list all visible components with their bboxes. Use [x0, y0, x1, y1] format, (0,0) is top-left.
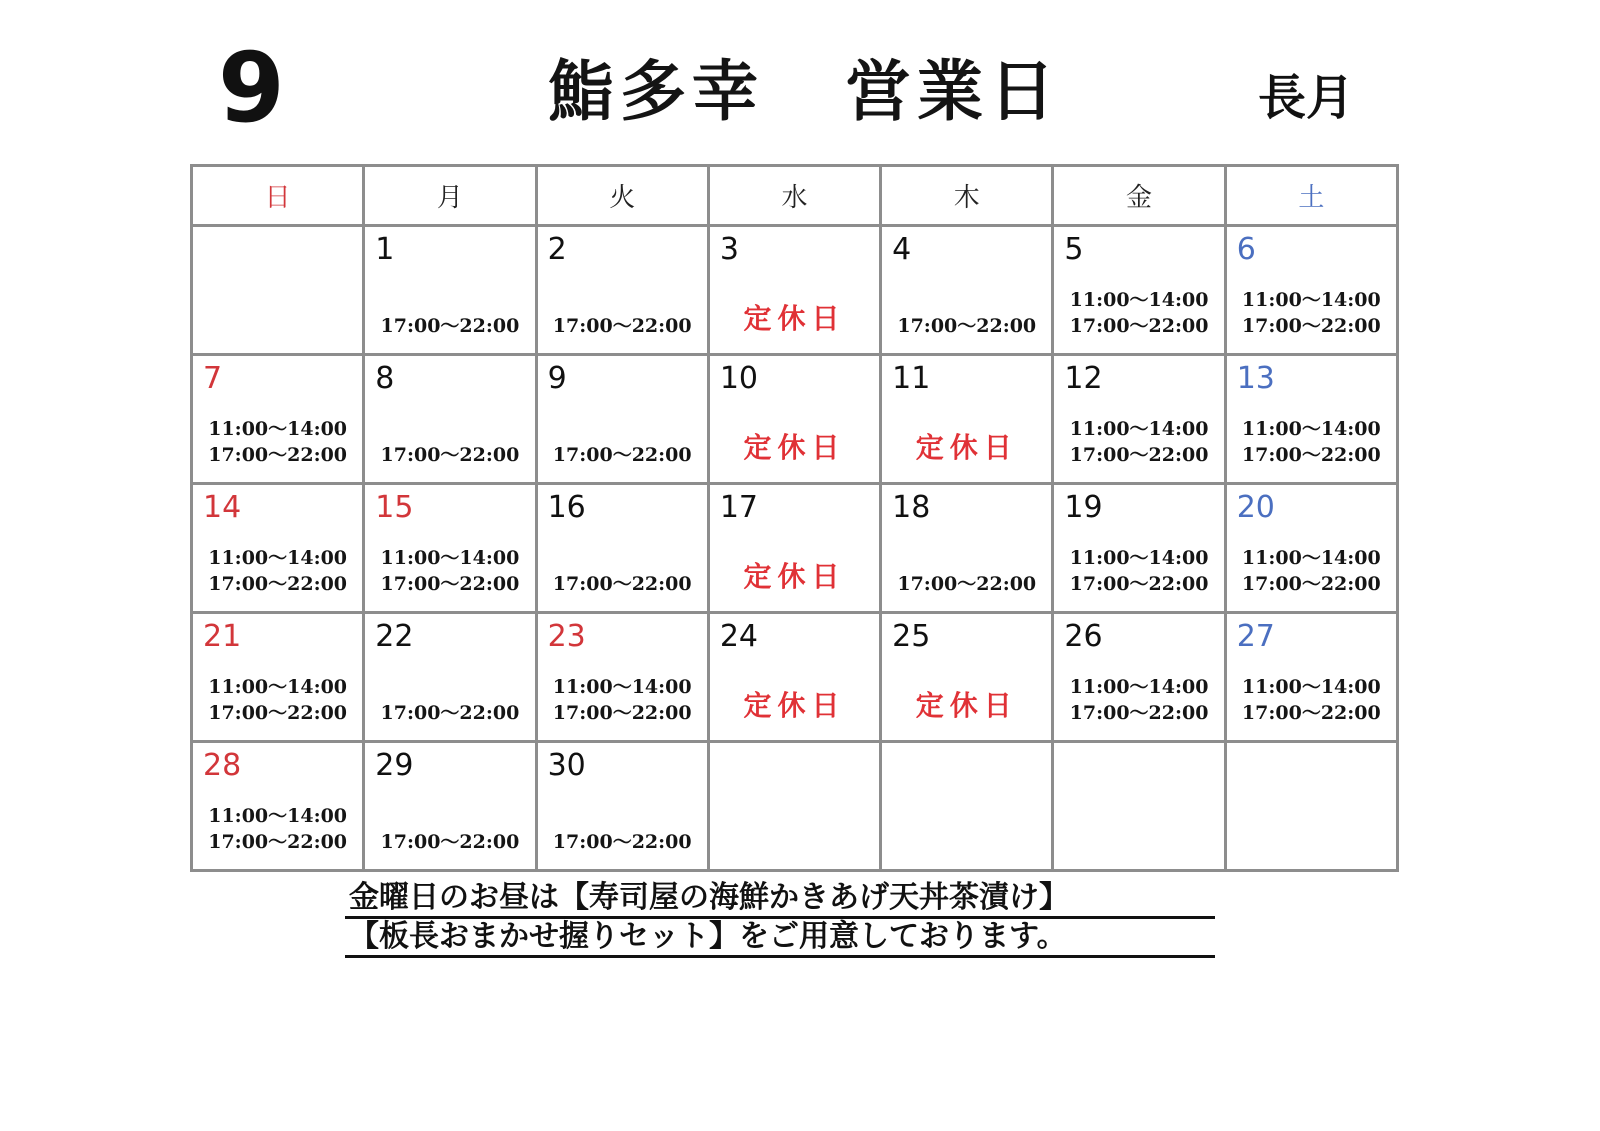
day-cell [1227, 356, 1399, 485]
day-cell [365, 614, 537, 743]
hours-line: 11:00〜14:00 [1241, 547, 1381, 569]
business-hours [365, 545, 534, 597]
date-number: 27 [1236, 619, 1275, 654]
business-hours [365, 442, 534, 468]
date-number: 20 [1236, 490, 1275, 525]
week-row [193, 227, 1399, 356]
date-number: 18 [892, 490, 931, 525]
weekday-label: 日 [193, 167, 365, 227]
hours-line: 11:00〜14:00 [380, 547, 520, 569]
hours-line: 17:00〜22:00 [208, 444, 348, 466]
business-hours [365, 829, 534, 855]
hours-line: 17:00〜22:00 [1241, 702, 1381, 724]
hours-line: 17:00〜22:00 [1069, 702, 1209, 724]
business-hours [1227, 287, 1396, 339]
day-cell [710, 485, 882, 614]
day-cell [710, 614, 882, 743]
hours-line: 17:00〜22:00 [1241, 315, 1381, 337]
business-hours [193, 803, 362, 855]
day-cell [1054, 227, 1226, 356]
hours-line: 17:00〜22:00 [1069, 573, 1209, 595]
business-hours [538, 442, 707, 468]
week-row [193, 485, 1399, 614]
day-cell [882, 356, 1054, 485]
hours-line: 11:00〜14:00 [1241, 289, 1381, 311]
day-cell [882, 485, 1054, 614]
hours-line: 17:00〜22:00 [1069, 315, 1209, 337]
day-cell [538, 485, 710, 614]
hours-line: 17:00〜22:00 [552, 573, 692, 595]
date-number: 15 [375, 490, 414, 525]
day-cell [538, 743, 710, 872]
date-number: 25 [892, 619, 931, 654]
date-number: 11 [892, 361, 931, 396]
date-number: 3 [719, 232, 739, 267]
hours-line: 17:00〜22:00 [208, 831, 348, 853]
hours-line: 11:00〜14:00 [208, 418, 348, 440]
date-number: 4 [892, 232, 912, 267]
hours-line: 17:00〜22:00 [1241, 444, 1381, 466]
empty-day-cell [882, 743, 1054, 872]
day-cell [193, 356, 365, 485]
friday-lunch-note [345, 880, 1215, 958]
day-cell [538, 356, 710, 485]
business-hours [538, 571, 707, 597]
weekday-label: 土 [1227, 167, 1399, 227]
hours-line: 17:00〜22:00 [380, 702, 520, 724]
hours-line: 11:00〜14:00 [208, 805, 348, 827]
business-days-calendar [190, 164, 1399, 872]
closed-day-label: 定休日 [743, 431, 846, 464]
hours-line: 17:00〜22:00 [380, 315, 520, 337]
date-number: 5 [1064, 232, 1084, 267]
date-number: 30 [547, 748, 586, 783]
note-line-1: 金曜日のお昼は【寿司屋の海鮮かきあげ天丼茶漬け】 [345, 880, 1215, 919]
business-hours [882, 571, 1051, 597]
day-cell [365, 743, 537, 872]
day-cell [193, 614, 365, 743]
note-line-2: 【板長おまかせ握りセット】をご用意しております。 [345, 919, 1215, 958]
day-cell [882, 614, 1054, 743]
weekday-label: 火 [538, 167, 710, 227]
business-hours [538, 829, 707, 855]
date-number: 6 [1236, 232, 1256, 267]
hours-line: 11:00〜14:00 [208, 547, 348, 569]
business-hours [193, 416, 362, 468]
closed-day-label: 定休日 [743, 560, 846, 593]
day-cell [1054, 485, 1226, 614]
business-hours [1054, 545, 1223, 597]
hours-line: 11:00〜14:00 [1069, 676, 1209, 698]
date-number: 8 [375, 361, 395, 396]
business-hours [1054, 287, 1223, 339]
weekday-header-row [193, 167, 1399, 227]
hours-line: 11:00〜14:00 [208, 676, 348, 698]
hours-line: 17:00〜22:00 [552, 315, 692, 337]
day-cell [538, 227, 710, 356]
hours-line: 17:00〜22:00 [1069, 444, 1209, 466]
closed-day-label: 定休日 [915, 431, 1018, 464]
hours-line: 17:00〜22:00 [897, 573, 1037, 595]
week-row [193, 356, 1399, 485]
weekday-label: 金 [1054, 167, 1226, 227]
day-cell [193, 743, 365, 872]
month-number: 9 [218, 32, 285, 144]
month-name: 長月 [1258, 70, 1355, 126]
date-number: 17 [719, 490, 759, 525]
day-cell [193, 485, 365, 614]
weekday-label: 木 [882, 167, 1054, 227]
calendar-weeks [193, 227, 1399, 872]
closed-day-label: 定休日 [915, 689, 1018, 722]
week-row [193, 614, 1399, 743]
date-number: 29 [375, 748, 414, 783]
business-hours [193, 674, 362, 726]
business-hours [538, 674, 707, 726]
shop-name: 鮨多幸 [548, 52, 764, 130]
hours-line: 17:00〜22:00 [1241, 573, 1381, 595]
date-number: 14 [203, 490, 242, 525]
hours-line: 11:00〜14:00 [1069, 418, 1209, 440]
business-hours [365, 700, 534, 726]
date-number: 22 [375, 619, 414, 654]
date-number: 1 [375, 232, 395, 267]
date-number: 21 [203, 619, 242, 654]
day-cell [365, 227, 537, 356]
business-hours [193, 545, 362, 597]
date-number: 23 [547, 619, 586, 654]
business-hours [1227, 545, 1396, 597]
date-number: 26 [1064, 619, 1103, 654]
date-number: 13 [1236, 361, 1275, 396]
empty-day-cell [710, 743, 882, 872]
date-number: 12 [1064, 361, 1103, 396]
day-cell [1227, 227, 1399, 356]
date-number: 16 [547, 490, 586, 525]
hours-line: 17:00〜22:00 [552, 444, 692, 466]
closed-day-label: 定休日 [743, 302, 846, 335]
hours-line: 11:00〜14:00 [1241, 676, 1381, 698]
week-row [193, 743, 1399, 872]
day-cell [365, 356, 537, 485]
hours-line: 11:00〜14:00 [1069, 547, 1209, 569]
weekday-label: 月 [365, 167, 537, 227]
date-number: 19 [1064, 490, 1103, 525]
closed-day-label: 定休日 [743, 689, 846, 722]
calendar-header [0, 0, 1600, 160]
business-hours [365, 313, 534, 339]
day-cell [365, 485, 537, 614]
day-cell [538, 614, 710, 743]
day-cell [882, 227, 1054, 356]
hours-line: 17:00〜22:00 [552, 831, 692, 853]
business-hours [1227, 674, 1396, 726]
date-number: 9 [547, 361, 567, 396]
day-cell [710, 356, 882, 485]
hours-line: 11:00〜14:00 [1069, 289, 1209, 311]
day-cell [1227, 485, 1399, 614]
date-number: 7 [203, 361, 223, 396]
date-number: 10 [719, 361, 759, 396]
day-cell [1054, 614, 1226, 743]
weekday-label: 水 [710, 167, 882, 227]
hours-line: 17:00〜22:00 [552, 702, 692, 724]
hours-line: 17:00〜22:00 [380, 444, 520, 466]
hours-line: 17:00〜22:00 [208, 702, 348, 724]
page-title: 営業日 [845, 52, 1061, 130]
business-hours [538, 313, 707, 339]
business-hours [1054, 674, 1223, 726]
business-hours [1227, 416, 1396, 468]
hours-line: 17:00〜22:00 [208, 573, 348, 595]
hours-line: 11:00〜14:00 [552, 676, 692, 698]
empty-day-cell [193, 227, 365, 356]
day-cell [1054, 356, 1226, 485]
empty-day-cell [1227, 743, 1399, 872]
hours-line: 17:00〜22:00 [380, 831, 520, 853]
date-number: 24 [719, 619, 759, 654]
day-cell [1227, 614, 1399, 743]
hours-line: 17:00〜22:00 [380, 573, 520, 595]
business-hours [882, 313, 1051, 339]
day-cell [710, 227, 882, 356]
business-hours [1054, 416, 1223, 468]
empty-day-cell [1054, 743, 1226, 872]
date-number: 2 [547, 232, 567, 267]
date-number: 28 [203, 748, 242, 783]
hours-line: 17:00〜22:00 [897, 315, 1037, 337]
hours-line: 11:00〜14:00 [1241, 418, 1381, 440]
